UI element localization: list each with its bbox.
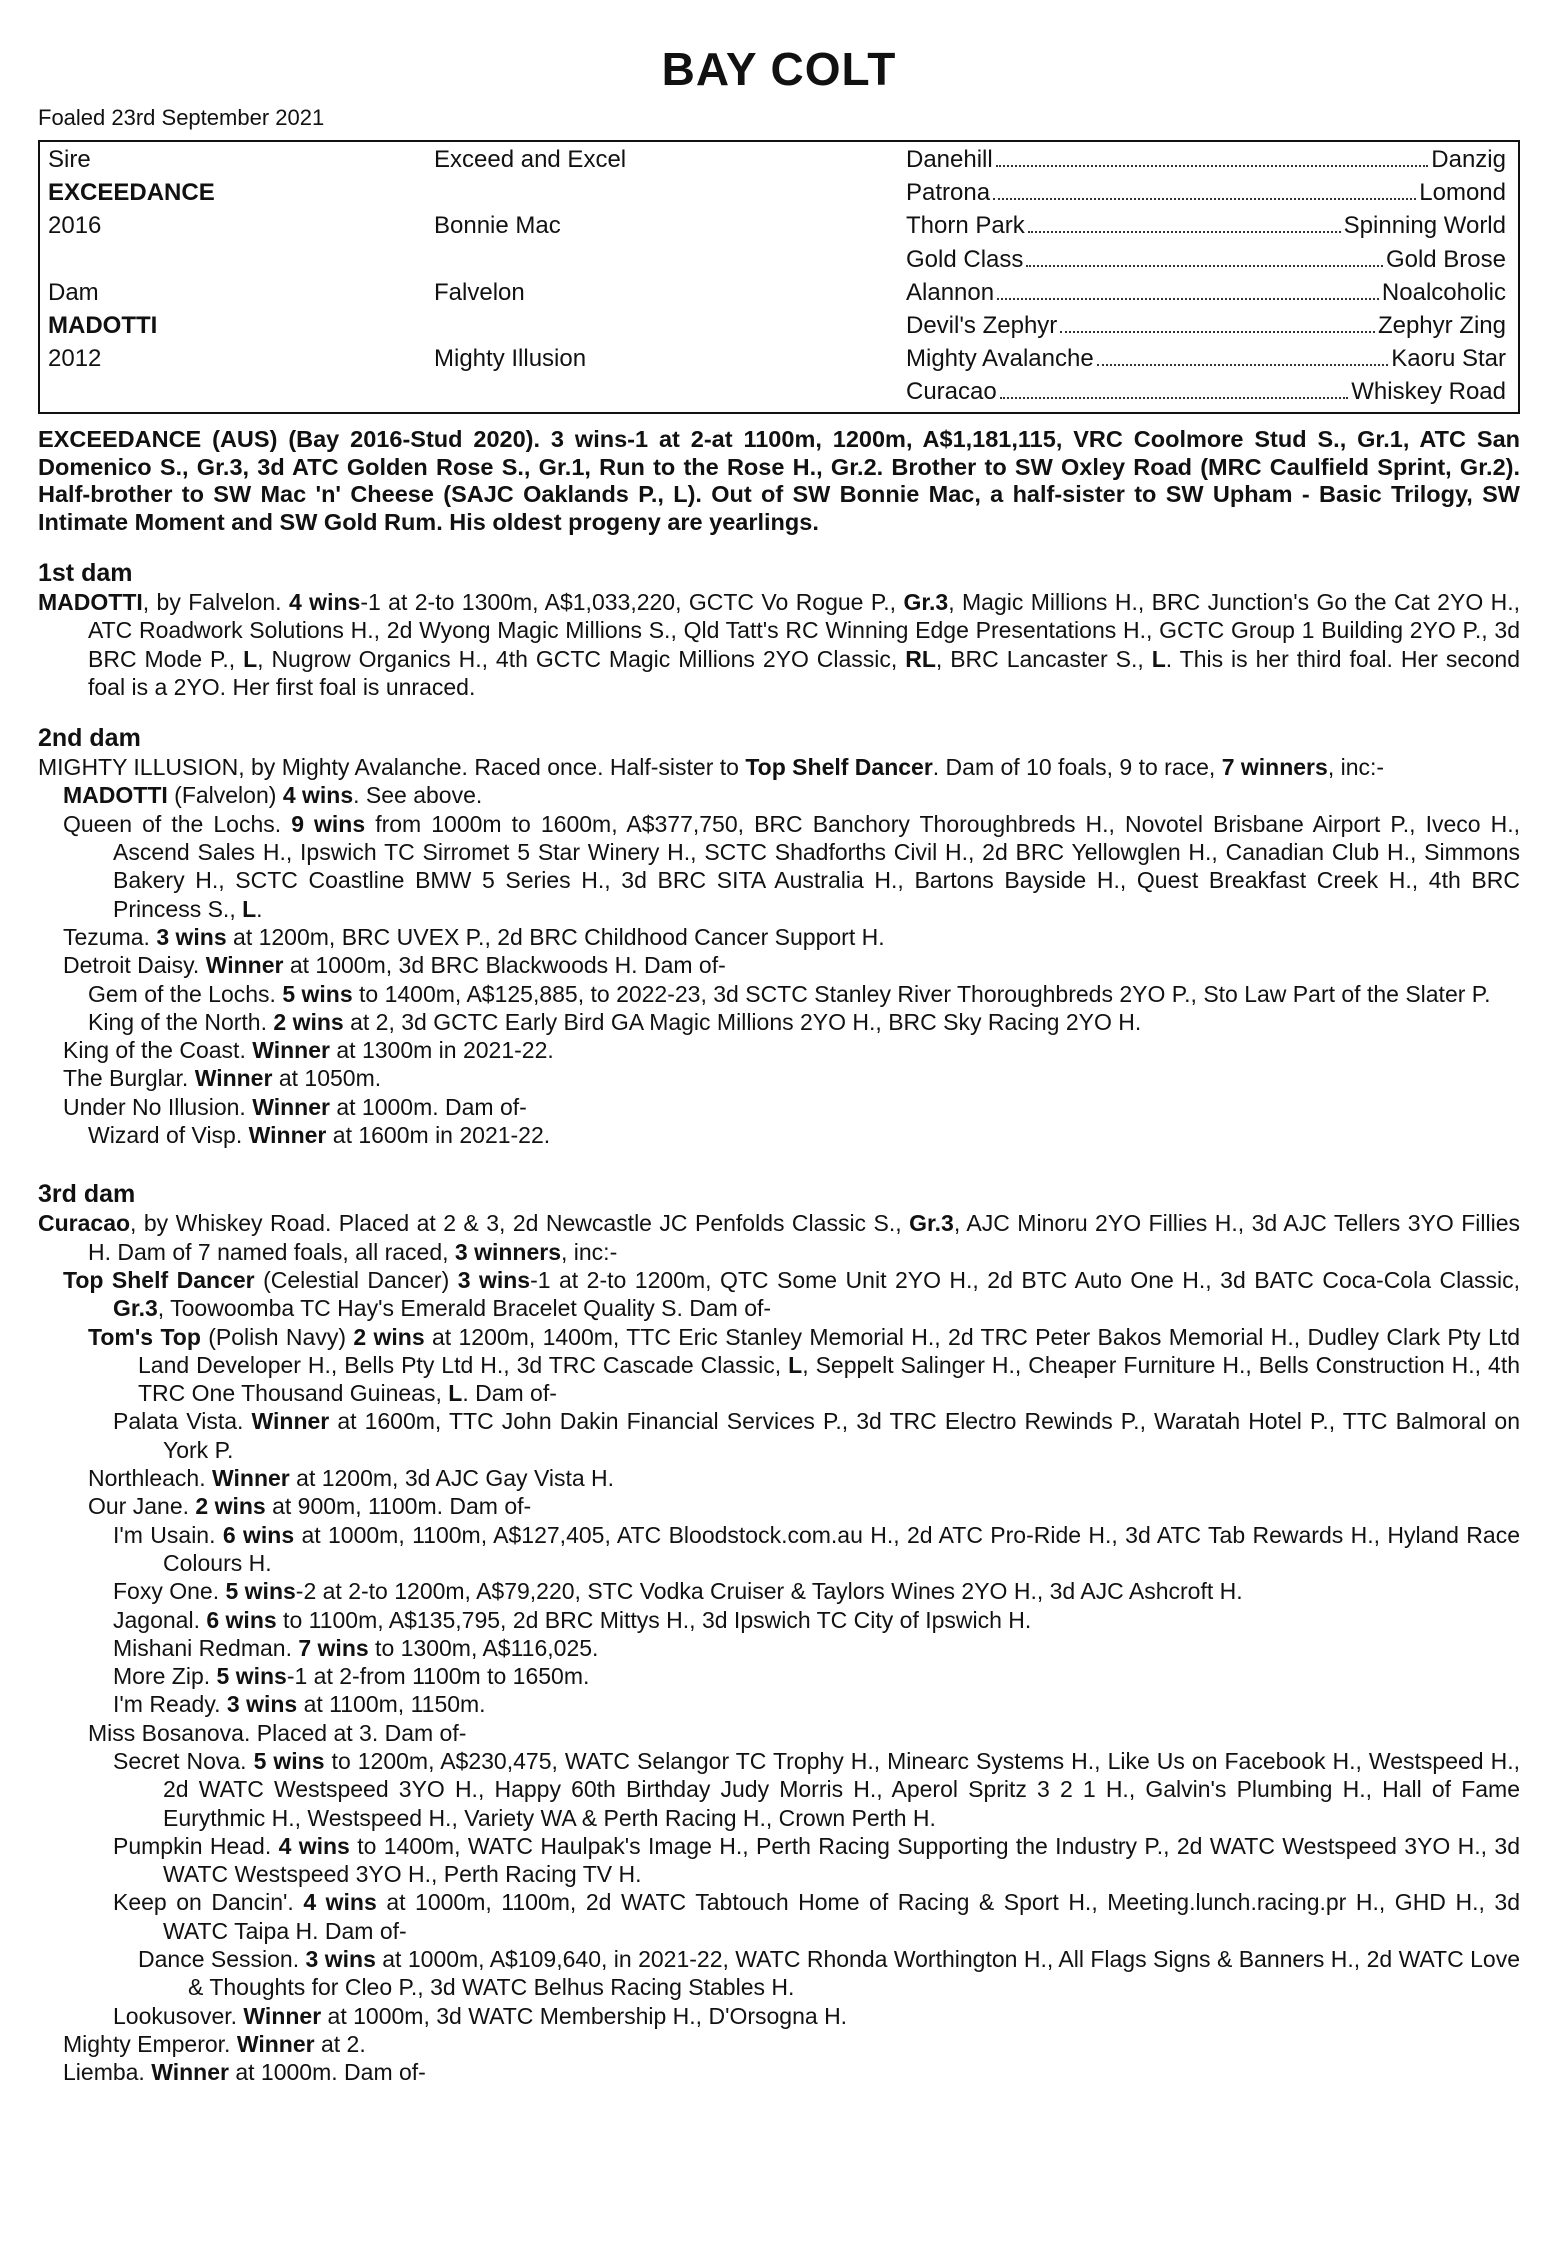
pedigree-generation-3-4 bbox=[906, 209, 1506, 242]
pedigree-entry bbox=[38, 1521, 1520, 1578]
bold-run: 5 wins bbox=[282, 980, 353, 1007]
page-title: BAY COLT bbox=[661, 43, 897, 95]
text-run: Gem of the Lochs. bbox=[88, 980, 283, 1007]
pedigree-generation-2: Falvelon bbox=[434, 278, 525, 306]
bold-run: Winner bbox=[194, 1065, 273, 1092]
leader-dots bbox=[1060, 331, 1375, 333]
pedigree-row bbox=[40, 309, 1518, 342]
text-run: , Magic Millions H., BRC Junction's Go the Cat 2YO H., ATC Roadwork Solutions H., 2d Wyong Magic Millions S., Qld Tatt's RC Winning Edge Presentations H., GCTC Group 1 Building 2YO P., 3d BRC Mode P., bbox=[88, 589, 1520, 672]
pedigree-entry bbox=[38, 1662, 1520, 1690]
text-run: to 1200m, A$230,475, WATC Selangor TC Trophy H., Minearc Systems H., Like Us on Facebook H., Westspeed H., 2d WATC Westspeed 3YO H., Happy 60th Birthday Judy Morris H., Aperol Spritz 3 2 1 H., Galvin's Plumbing H., Hall of Fame Eurythmic H., Westspeed H., Variety WA & Perth Racing H., Crown Perth H. bbox=[163, 1747, 1520, 1831]
text-run: , by Falvelon. bbox=[142, 589, 289, 615]
sire-summary: EXCEEDANCE (AUS) (Bay 2016-Stud 2020). 3 wins-1 at 2-at 1100m, 1200m, A$1,181,115, VRC Coolmore Stud S., Gr.1, ATC San Domenico S., Gr.3, 3d ATC Golden Rose S., Gr.1, Run to the Rose H., Gr.2. Brother to SW Oxley Road (MRC Caulfield Sprint, Gr.2). Half-brother to SW Mac 'n' Cheese (SAJC Oaklands P., L). Out of SW Bonnie Mac, a half-sister to SW Upham - Basic Trilogy, SW Intimate Moment and SW Gold Rum. His oldest progeny are yearlings. bbox=[38, 426, 1520, 535]
text-run: , AJC Minoru 2YO Fillies H., 3d AJC Tellers 3YO Fillies H. Dam of 7 named foals, all raced, bbox=[88, 1210, 1520, 1265]
text-run: Under No Illusion. bbox=[63, 1093, 253, 1120]
pedigree-entry bbox=[38, 2030, 1520, 2058]
text-run: , inc:- bbox=[1327, 754, 1385, 781]
pedigree-grandparent: Danehill bbox=[906, 146, 993, 173]
leader-dots bbox=[996, 165, 1429, 167]
text-run: Jagonal. bbox=[113, 1606, 207, 1633]
text-run: Mishani Redman. bbox=[113, 1634, 299, 1661]
pedigree-great-grandparent: Spinning World bbox=[1343, 212, 1506, 240]
second-dam-heading: 2nd dam bbox=[38, 724, 141, 753]
pedigree-entry bbox=[38, 1945, 1520, 2002]
bold-run: MADOTTI bbox=[38, 589, 143, 615]
leader-dots bbox=[1028, 231, 1341, 233]
first-dam-heading: 1st dam bbox=[38, 559, 133, 587]
bold-run: 5 wins bbox=[225, 1578, 296, 1605]
text-run: King of the North. bbox=[88, 1008, 274, 1035]
leader-dots bbox=[997, 298, 1379, 300]
pedigree-entry bbox=[38, 1719, 1520, 1747]
pedigree-grandparent: Thorn Park bbox=[906, 212, 1025, 240]
pedigree-entry bbox=[38, 1266, 1520, 1323]
text-run: I'm Usain. bbox=[113, 1521, 223, 1548]
pedigree-entry bbox=[38, 1093, 1520, 1121]
pedigree-entry bbox=[38, 1492, 1520, 1520]
bold-run: 4 wins bbox=[278, 1832, 350, 1859]
pedigree-entry bbox=[38, 781, 1520, 809]
bold-run: 6 wins bbox=[206, 1606, 277, 1633]
text-run: at 1600m, TTC John Dakin Financial Services P., 3d TRC Electro Rewinds P., Waratah Hotel P., TTC Balmoral on York P. bbox=[163, 1408, 1520, 1463]
pedigree-grandparent: Patrona bbox=[906, 179, 991, 207]
leader-dots bbox=[1026, 265, 1383, 267]
pedigree-generation-1: Dam bbox=[48, 278, 99, 306]
pedigree-generation-3-4 bbox=[906, 309, 1506, 342]
text-run: Lookusover. bbox=[113, 2002, 244, 2029]
bold-run: MADOTTI bbox=[63, 782, 168, 809]
bold-run: Tom's Top bbox=[88, 1323, 201, 1350]
bold-run: 7 winners bbox=[1221, 754, 1328, 781]
pedigree-generation-2: Bonnie Mac bbox=[434, 212, 561, 240]
text-run: at 1000m, A$109,640, in 2021-22, WATC Rhonda Worthington H., All Flags Signs & Banners H., 2d WATC Love & Thoughts for Cleo P., 3d WATC Belhus Racing Stables H. bbox=[188, 1946, 1520, 2001]
text-run: . bbox=[256, 895, 263, 922]
pedigree-great-grandparent: Noalcoholic bbox=[1381, 278, 1506, 306]
pedigree-great-grandparent: Danzig bbox=[1431, 146, 1506, 173]
pedigree-table bbox=[38, 140, 1520, 414]
leader-dots bbox=[1097, 364, 1389, 366]
text-run: Dance Session. bbox=[138, 1946, 306, 1973]
text-run: Miss Bosanova. Placed at 3. Dam of- bbox=[88, 1719, 467, 1746]
pedigree-generation-3-4 bbox=[906, 342, 1506, 375]
bold-run: 4 wins bbox=[303, 1889, 377, 1916]
bold-run: L bbox=[243, 645, 258, 672]
bold-run: 3 wins bbox=[457, 1266, 531, 1293]
text-run: , Toowoomba TC Hay's Emerald Bracelet Quality S. Dam of- bbox=[157, 1295, 772, 1322]
text-run: to 1100m, A$135,795, 2d BRC Mittys H., 3d Ipswich TC City of Ipswich H. bbox=[276, 1606, 1032, 1633]
pedigree-entry bbox=[38, 1209, 1520, 1266]
bold-run: 9 wins bbox=[291, 810, 366, 837]
bold-run: Winner bbox=[248, 1122, 327, 1149]
text-run: at 1600m in 2021-22. bbox=[326, 1122, 551, 1149]
text-run: at 1200m, BRC UVEX P., 2d BRC Childhood Cancer Support H. bbox=[226, 923, 885, 950]
pedigree-entry bbox=[38, 1064, 1520, 1092]
pedigree-entry bbox=[38, 1464, 1520, 1492]
pedigree-grandparent: Devil's Zephyr bbox=[906, 312, 1058, 339]
text-run: King of the Coast. bbox=[63, 1037, 253, 1064]
pedigree-row bbox=[40, 243, 1518, 276]
text-run: . Dam of- bbox=[462, 1380, 557, 1407]
text-run: , inc:- bbox=[561, 1238, 618, 1265]
pedigree-great-grandparent: Whiskey Road bbox=[1351, 378, 1506, 406]
text-run: , BRC Lancaster S., bbox=[935, 645, 1152, 672]
pedigree-grandparent: Alannon bbox=[906, 278, 995, 306]
leader-dots bbox=[993, 198, 1416, 200]
text-run: -1 at 2-to 1300m, A$1,033,220, GCTC Vo Rogue P., bbox=[360, 589, 904, 615]
third-dam-section bbox=[38, 1179, 1520, 2086]
bold-run: Winner bbox=[212, 1465, 290, 1492]
bold-run: Winner bbox=[243, 2002, 322, 2029]
catalogue-page bbox=[38, 40, 1520, 2087]
pedigree-entry bbox=[38, 1747, 1520, 1832]
bold-run: 4 wins bbox=[282, 782, 354, 809]
bold-run: 3 winners bbox=[454, 1238, 561, 1265]
bold-run: RL bbox=[905, 645, 936, 672]
pedigree-entry bbox=[38, 980, 1520, 1008]
bold-run: Winner bbox=[252, 1093, 330, 1120]
text-run: at 1200m, 3d AJC Gay Vista H. bbox=[289, 1465, 615, 1492]
pedigree-entry bbox=[38, 1634, 1520, 1662]
bold-run: 3 wins bbox=[156, 923, 227, 950]
bold-run: Gr.3 bbox=[909, 1210, 954, 1237]
pedigree-generation-1: EXCEEDANCE bbox=[48, 179, 215, 207]
text-run: Wizard of Visp. bbox=[88, 1122, 249, 1149]
pedigree-generation-1: 2016 bbox=[48, 212, 102, 240]
text-run: at 1000m, 1100m, A$127,405, ATC Bloodstock.com.au H., 2d ATC Pro-Ride H., 3d ATC Tab Rewards H., Hyland Race Colours H. bbox=[163, 1521, 1520, 1576]
text-run: to 1400m, A$125,885, to 2022-23, 3d SCTC Stanley River Thoroughbreds 2YO P., Sto Law Part of the Slater P. bbox=[352, 980, 1491, 1007]
text-run: at 2. bbox=[314, 2030, 366, 2057]
text-run: at 1300m in 2021-22. bbox=[329, 1037, 554, 1064]
bold-run: L bbox=[1151, 645, 1166, 672]
second-dam-entries bbox=[38, 753, 1520, 1149]
text-run: at 1000m, 1100m, 2d WATC Tabtouch Home of Racing & Sport H., Meeting.lunch.racing.pr H., GHD H., 3d WATC Taipa H. Dam of- bbox=[163, 1889, 1520, 1944]
bold-run: Winner bbox=[151, 2059, 229, 2086]
pedigree-entry bbox=[38, 1832, 1520, 1889]
pedigree-generation-3-4 bbox=[906, 243, 1506, 276]
pedigree-row bbox=[40, 209, 1518, 242]
bold-run: Top Shelf Dancer bbox=[63, 1266, 255, 1293]
pedigree-generation-2: Mighty Illusion bbox=[434, 345, 587, 373]
pedigree-generation-1: Sire bbox=[48, 146, 91, 173]
bold-run: 6 wins bbox=[222, 1521, 295, 1548]
foaled-date: Foaled 23rd September 2021 bbox=[38, 105, 325, 130]
pedigree-great-grandparent: Gold Brose bbox=[1385, 245, 1506, 273]
text-run: -1 at 2-to 1200m, QTC Some Unit 2YO H., 2d BTC Auto One H., 3d BATC Coca-Cola Classic, bbox=[530, 1266, 1520, 1293]
pedigree-entry bbox=[38, 2058, 1520, 2086]
bold-run: 4 wins bbox=[288, 589, 361, 615]
second-dam-section bbox=[38, 723, 1520, 1149]
text-run: Secret Nova. bbox=[113, 1747, 254, 1774]
text-run: -1 at 2-from 1100m to 1650m. bbox=[286, 1663, 590, 1690]
pedigree-generation-1: 2012 bbox=[48, 345, 102, 373]
pedigree-great-grandparent: Kaoru Star bbox=[1391, 345, 1506, 373]
first-dam-section bbox=[38, 558, 1520, 701]
pedigree-entry bbox=[38, 753, 1520, 781]
pedigree-entry bbox=[38, 923, 1520, 951]
text-run: Palata Vista. bbox=[113, 1408, 252, 1435]
text-run: to 1400m, WATC Haulpak's Image H., Perth Racing Supporting the Industry P., 2d WATC Westspeed 3YO H., 3d WATC Westspeed 3YO H., Perth Racing TV H. bbox=[163, 1832, 1521, 1888]
text-run: to 1300m, A$116,025. bbox=[368, 1634, 599, 1661]
pedigree-entry bbox=[38, 1323, 1520, 1408]
bold-run: 5 wins bbox=[216, 1663, 287, 1690]
text-run: Keep on Dancin'. bbox=[113, 1889, 304, 1916]
bold-run: L bbox=[788, 1351, 803, 1378]
bold-run: Winner bbox=[236, 2030, 315, 2057]
pedigree-entry bbox=[38, 1008, 1520, 1036]
pedigree-generation-1: MADOTTI bbox=[48, 312, 158, 339]
bold-run: Winner bbox=[205, 952, 284, 979]
text-run: at 1000m. Dam of- bbox=[329, 1093, 527, 1120]
text-run: Mighty Emperor. bbox=[63, 2030, 237, 2057]
bold-run: L bbox=[448, 1380, 463, 1407]
first-dam-paragraph bbox=[38, 588, 1520, 701]
pedigree-entry bbox=[38, 1690, 1520, 1718]
text-run: Queen of the Lochs. bbox=[63, 810, 292, 837]
pedigree-generation-3-4 bbox=[906, 375, 1506, 408]
text-run: Pumpkin Head. bbox=[113, 1832, 279, 1859]
pedigree-generation-3-4 bbox=[906, 143, 1506, 176]
bold-run: Winner bbox=[251, 1408, 330, 1435]
leader-dots bbox=[1000, 397, 1349, 399]
text-run: MIGHTY ILLUSION, by Mighty Avalanche. Raced once. Half-sister to bbox=[38, 754, 746, 781]
text-run: , Seppelt Salinger H., Cheaper Furniture H., Bells Construction H., 4th TRC One Thousand Guineas, bbox=[138, 1351, 1520, 1407]
text-run: (Falvelon) bbox=[167, 782, 283, 809]
pedigree-row bbox=[40, 375, 1518, 408]
pedigree-entry bbox=[38, 1407, 1520, 1464]
pedigree-grandparent: Curacao bbox=[906, 378, 997, 406]
text-run: Liemba. bbox=[63, 2059, 152, 2086]
text-run: The Burglar. bbox=[63, 1065, 195, 1092]
text-run: Foxy One. bbox=[113, 1578, 226, 1605]
text-run: Tezuma. bbox=[63, 923, 157, 950]
pedigree-row bbox=[40, 276, 1518, 309]
text-run: at 900m, 1100m. Dam of- bbox=[265, 1493, 532, 1520]
bold-run: Curacao bbox=[38, 1210, 131, 1237]
bold-run: L bbox=[242, 895, 257, 922]
pedigree-generation-3-4 bbox=[906, 276, 1506, 309]
text-run: (Polish Navy) bbox=[200, 1323, 354, 1350]
text-run: . See above. bbox=[353, 782, 483, 809]
text-run: (Celestial Dancer) bbox=[254, 1266, 458, 1293]
pedigree-row bbox=[40, 143, 1518, 176]
pedigree-grandparent: Mighty Avalanche bbox=[906, 345, 1094, 373]
bold-run: Gr.3 bbox=[113, 1295, 158, 1322]
text-run: at 1200m, 1400m, TTC Eric Stanley Memorial H., 2d TRC Peter Bakos Memorial H., Dudley Clark Pty Ltd Land Developer H., Bells Pty Ltd H., 3d TRC Cascade Classic, bbox=[138, 1323, 1520, 1378]
text-run: at 1050m. bbox=[272, 1065, 382, 1092]
text-run: at 2, 3d GCTC Early Bird GA Magic Millions 2YO H., BRC Sky Racing 2YO H. bbox=[343, 1008, 1142, 1035]
pedigree-generation-3-4 bbox=[906, 176, 1506, 209]
third-dam-entries bbox=[38, 1209, 1520, 2086]
bold-run: 2 wins bbox=[353, 1323, 425, 1350]
text-run: -2 at 2-to 1200m, A$79,220, STC Vodka Cruiser & Taylors Wines 2YO H., 3d AJC Ashcroft H. bbox=[295, 1578, 1243, 1605]
bold-run: Winner bbox=[252, 1037, 330, 1064]
pedigree-entry bbox=[38, 1121, 1520, 1149]
pedigree-entry bbox=[38, 1036, 1520, 1064]
text-run: Northleach. bbox=[88, 1465, 213, 1492]
pedigree-row bbox=[40, 176, 1518, 209]
pedigree-entry bbox=[38, 951, 1520, 979]
pedigree-entry bbox=[38, 1606, 1520, 1634]
pedigree-entry bbox=[38, 2002, 1520, 2030]
pedigree-entry bbox=[38, 1888, 1520, 1945]
bold-run: Top Shelf Dancer bbox=[745, 754, 933, 781]
text-run: . Dam of 10 foals, 9 to race, bbox=[932, 754, 1222, 781]
text-run: at 1000m. Dam of- bbox=[228, 2059, 426, 2086]
text-run: I'm Ready. bbox=[113, 1691, 227, 1718]
bold-run: 2 wins bbox=[195, 1493, 266, 1520]
text-run: Our Jane. bbox=[88, 1493, 196, 1520]
pedigree-row bbox=[40, 342, 1518, 375]
text-run: at 1000m, 3d BRC Blackwoods H. Dam of- bbox=[283, 952, 726, 979]
bold-run: 3 wins bbox=[226, 1691, 298, 1718]
bold-run: 3 wins bbox=[305, 1946, 376, 1973]
text-run: . This is her third foal. Her second foal is a 2YO. Her first foal is unraced. bbox=[88, 645, 1521, 700]
bold-run: 5 wins bbox=[253, 1747, 325, 1774]
bold-run: 2 wins bbox=[273, 1008, 344, 1035]
pedigree-great-grandparent: Zephyr Zing bbox=[1377, 312, 1506, 339]
text-run: , Nugrow Organics H., 4th GCTC Magic Millions 2YO Classic, bbox=[257, 645, 906, 672]
pedigree-entry bbox=[38, 810, 1520, 923]
pedigree-great-grandparent: Lomond bbox=[1419, 179, 1506, 207]
text-run: at 1100m, 1150m. bbox=[297, 1691, 486, 1718]
text-run: from 1000m to 1600m, A$377,750, BRC Banchory Thoroughbreds H., Novotel Brisbane Airport P., Iveco H., Ascend Sales H., Ipswich TC Sirromet 5 Star Winery H., SCTC Shadforths Civil H., 2d BRC Yellowglen H., Canadian Club H., Simmons Bakery H., SCTC Coastline BMW 5 Series H., 3d BRC SITA Australia H., Bartons Bayside H., Quest Breakfast Creek H., 4th BRC Princess S., bbox=[113, 810, 1520, 922]
third-dam-heading: 3rd dam bbox=[38, 1180, 136, 1209]
pedigree-entry bbox=[38, 1577, 1520, 1605]
text-run: Detroit Daisy. bbox=[63, 952, 206, 979]
text-run: , by Whiskey Road. Placed at 2 & 3, 2d Newcastle JC Penfolds Classic S., bbox=[130, 1210, 910, 1237]
bold-run: Gr.3 bbox=[903, 589, 949, 615]
bold-run: 7 wins bbox=[298, 1634, 369, 1661]
pedigree-generation-2: Exceed and Excel bbox=[434, 146, 627, 173]
text-run: at 1000m, 3d WATC Membership H., D'Orsogna H. bbox=[321, 2002, 848, 2029]
pedigree-grandparent: Gold Class bbox=[906, 245, 1024, 273]
text-run: More Zip. bbox=[113, 1663, 217, 1690]
